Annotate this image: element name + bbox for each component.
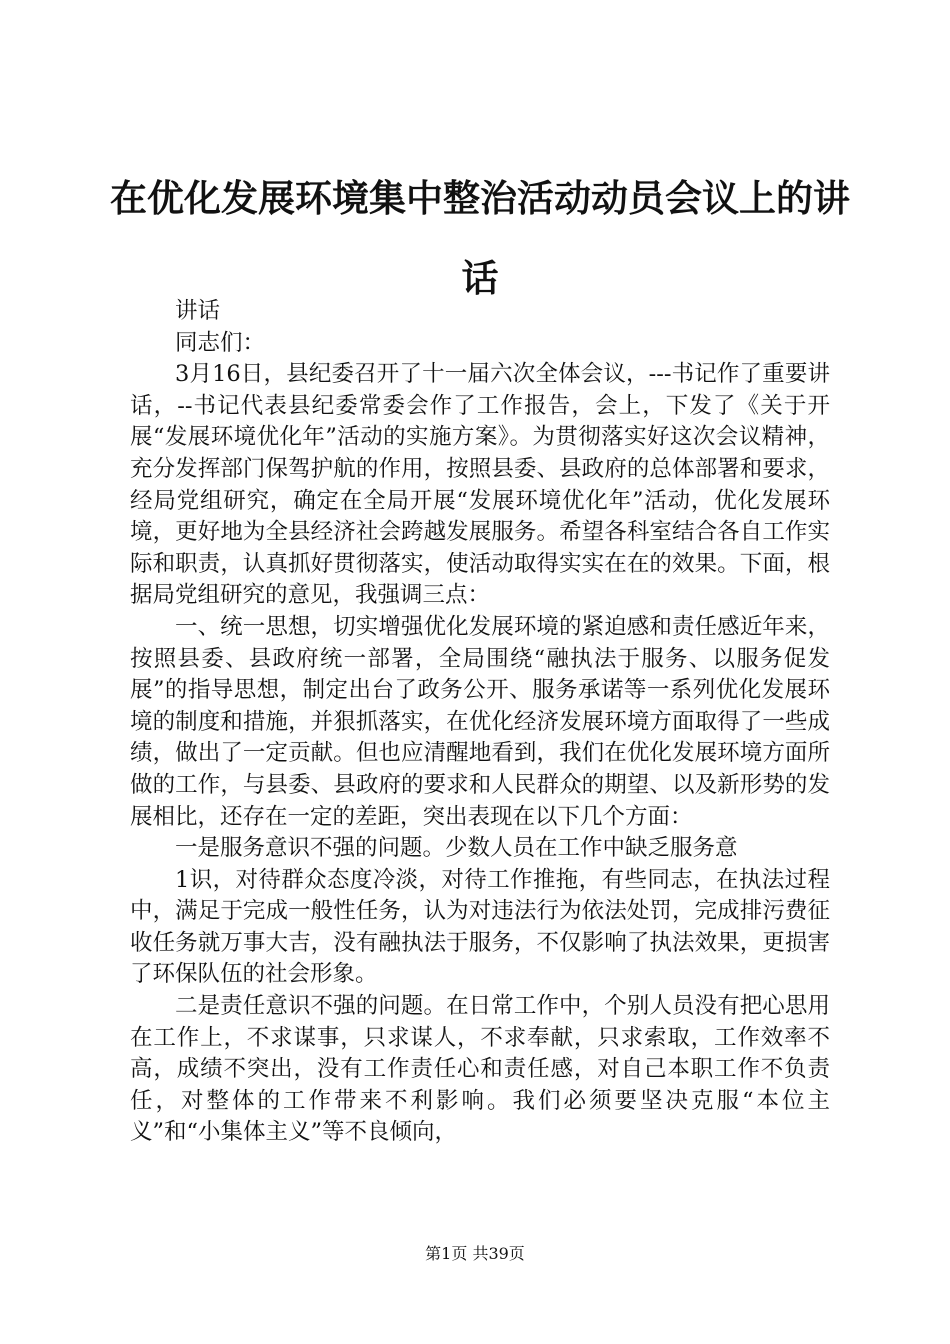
document-title: 在优化发展环境集中整治活动动员会议上的讲话 bbox=[110, 176, 850, 300]
paragraph-service-awareness-cont: 1识，对待群众态度冷淡，对待工作推拖，有些同志，在执法过程中，满足于完成一般性任务，认为对违法行为依法处罚，完成排污费征收任务就万事大吉，没有融执法于服务，不仅影响了执法效果，更损害了环保队伍的社会形象。 bbox=[130, 866, 830, 988]
document-body bbox=[130, 296, 830, 1149]
paragraph-intro: 3月16日，县纪委召开了十一届六次全体会议，---书记作了重要讲话，--书记代表县纪委常委会作了工作报告，会上，下发了《关于开展“发展环境优化年”活动的实施方案》。为贯彻落实好这次会议精神，充分发挥部门保驾护航的作用，按照县委、县政府的总体部署和要求，经局党组研究，确定在全局开展“发展环境优化年”活动，优化发展环境，更好地为全县经济社会跨越发展服务。希望各科室结合各自工作实际和职责，认真抓好贯彻落实，使活动取得实实在在的效果。下面，根据局党组研究的意见，我强调三点： bbox=[130, 361, 830, 609]
paragraph-salutation: 同志们： bbox=[175, 329, 266, 356]
page-footer: 第1页 共39页 bbox=[425, 1244, 525, 1263]
paragraph-heading: 讲话 bbox=[175, 298, 221, 324]
paragraph-responsibility-awareness: 二是责任意识不强的问题。在日常工作中，个别人员没有把心思用在工作上，不求谋事，只求谋人，不求奉献，只求索取，工作效率不高，成绩不突出，没有工作责任心和责任感，对自己本职工作不负责任，对整体的工作带来不利影响。我们必须要坚决克服“本位主义”和“小集体主义”等不良倾向， bbox=[130, 993, 830, 1146]
paragraph-service-awareness: 一是服务意识不强的问题。少数人员在工作中缺乏服务意 bbox=[175, 835, 738, 862]
paragraph-section-one: 一、统一思想，切实增强优化发展环境的紧迫感和责任感近年来，按照县委、县政府统一部署，全局围绕“融执法于服务、以服务促发展”的指导思想，制定出台了政务公开、服务承诺等一系列优化发展环境的制度和措施，并狠抓落实，在优化经济发展环境方面取得了一些成绩，做出了一定贡献。但也应清醒地看到，我们在优化发展环境方面所做的工作，与县委、县政府的要求和人民群众的期望、以及新形势的发展相比，还存在一定的差距，突出表现在以下几个方面： bbox=[130, 613, 830, 830]
